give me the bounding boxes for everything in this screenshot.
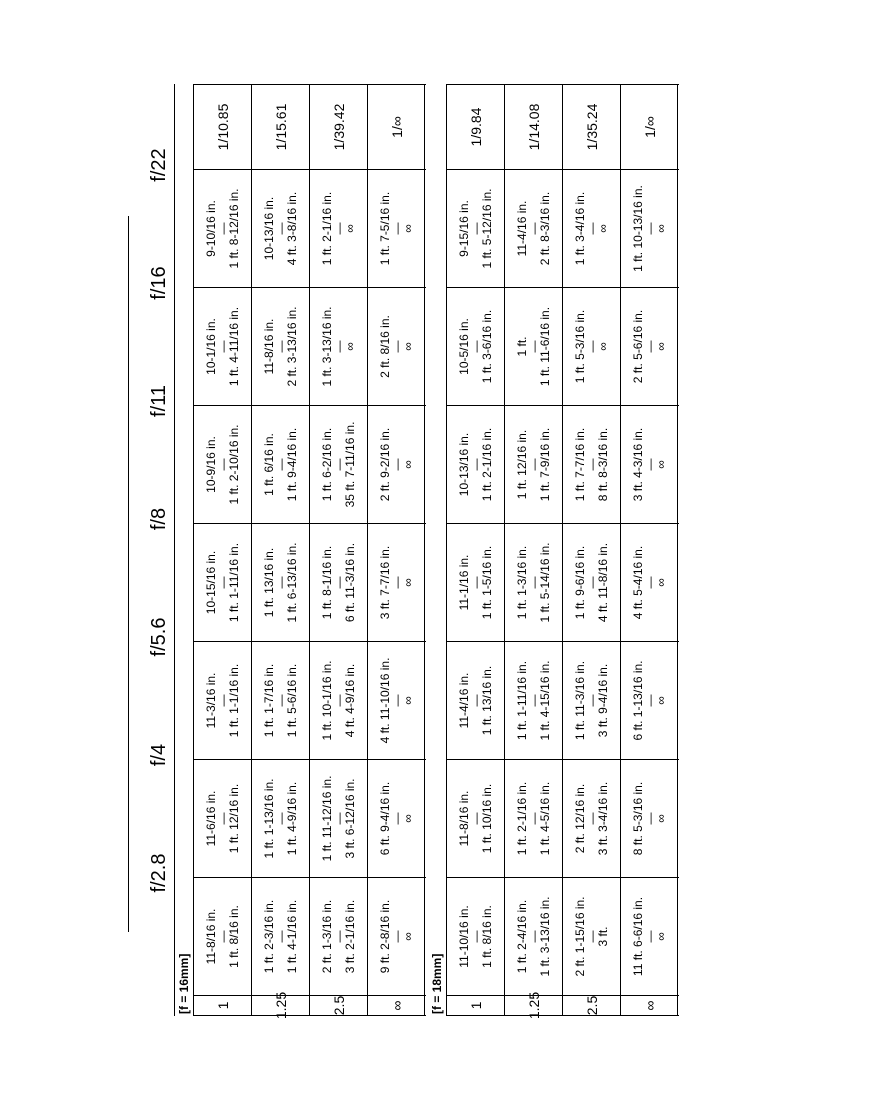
near-limit: 11-4/16 in. — [457, 672, 471, 729]
range-dash: — — [527, 458, 541, 471]
near-limit: 1 ft. 8-1/16 in. — [320, 545, 334, 620]
near-limit: 1 ft. 11-3/16 in. — [573, 660, 587, 741]
hyperfocal-cell: 1/10.85 — [194, 84, 252, 170]
range-dash: — — [585, 222, 599, 235]
near-limit: 9 ft. 2-8/16 in. — [378, 899, 392, 974]
dof-range-cell — [447, 878, 505, 996]
far-limit: 1 ft. 11-6/16 in. — [538, 306, 552, 387]
far-limit: 4 ft. 11-8/16 in. — [596, 542, 610, 623]
dof-range-cell — [310, 288, 368, 406]
range-dash: — — [469, 340, 483, 353]
section-label: [f = 16mm] — [177, 953, 191, 1014]
near-limit: 1 ft. 10-1/16 in. — [320, 660, 334, 741]
far-limit: ∞ — [654, 814, 668, 823]
dof-range-cell — [447, 170, 505, 288]
near-limit: 10-15/16 in. — [204, 550, 218, 615]
far-limit: 1 ft. 8/16 in. — [227, 905, 241, 968]
far-limit: ∞ — [654, 224, 668, 233]
range-dash: — — [274, 576, 288, 589]
range-dash: — — [216, 222, 230, 235]
table-row — [193, 84, 251, 1016]
near-limit: 2 ft. 1-3/16 in. — [320, 899, 334, 974]
far-limit: 3 ft. 3-4/16 in. — [596, 781, 610, 856]
range-dash: — — [390, 458, 404, 471]
range-dash: — — [643, 694, 657, 707]
far-limit: 1 ft. 6-13/16 in. — [285, 542, 299, 623]
far-limit: 1 ft. 7-9/16 in. — [538, 427, 552, 502]
range-dash: — — [274, 694, 288, 707]
dof-range-cell — [621, 406, 679, 524]
near-limit: 2 ft. 9-2/16 in. — [378, 427, 392, 502]
near-limit: 11-4/16 in. — [515, 200, 529, 257]
dof-range-cell — [563, 288, 621, 406]
dof-range-cell — [505, 406, 563, 524]
near-limit: 11-3/16 in. — [204, 672, 218, 729]
far-limit: 8 ft. 8-3/16 in. — [596, 427, 610, 502]
near-limit: 10-9/16 in. — [204, 436, 218, 493]
dof-range-cell — [310, 642, 368, 760]
range-dash: — — [332, 930, 346, 943]
dof-range-cell — [252, 524, 310, 642]
range-dash: — — [527, 694, 541, 707]
dof-range-cell — [310, 760, 368, 878]
near-limit: 11-1/16 in. — [457, 554, 471, 611]
far-limit: 2 ft. 3-13/16 in. — [285, 306, 299, 387]
dof-range-cell — [252, 878, 310, 996]
header-aperture-f8: f/8 — [148, 507, 170, 531]
far-limit: 1 ft. 13/16 in. — [480, 665, 494, 736]
focus-distance: 1 — [194, 996, 252, 1016]
hyperfocal-cell: 1/9.84 — [447, 84, 505, 170]
depth-of-field-table — [128, 84, 668, 1020]
header-aperture-f16: f/16 — [148, 266, 170, 300]
table-row — [562, 84, 620, 1016]
range-dash: — — [585, 340, 599, 353]
far-limit: 3 ft. 9-4/16 in. — [596, 663, 610, 738]
range-dash: — — [527, 930, 541, 943]
dof-range-cell — [621, 642, 679, 760]
far-limit: ∞ — [401, 460, 415, 469]
far-limit: 1 ft. 8-12/16 in. — [227, 188, 241, 269]
far-limit: ∞ — [654, 696, 668, 705]
range-dash: — — [643, 576, 657, 589]
far-limit: ∞ — [401, 696, 415, 705]
dof-range-cell — [563, 524, 621, 642]
far-limit: 1 ft. 4-1/16 in. — [285, 899, 299, 974]
far-limit: 1 ft. 4-15/16 in. — [538, 660, 552, 741]
hyperfocal-cell: 1/39.42 — [310, 84, 368, 170]
near-limit: 10-13/16 in. — [457, 432, 471, 497]
range-dash: — — [585, 458, 599, 471]
far-limit: ∞ — [401, 342, 415, 351]
far-limit: 1 ft. 12/16 in. — [227, 783, 241, 854]
lens-section — [428, 84, 678, 1020]
near-limit: 10-1/16 in. — [204, 318, 218, 375]
range-dash: — — [274, 458, 288, 471]
near-limit: 1 ft. 7-5/16 in. — [378, 191, 392, 266]
far-limit: 1 ft. 4-5/16 in. — [538, 781, 552, 856]
near-limit: 1 ft. 10-13/16 in. — [631, 185, 645, 272]
range-dash: — — [332, 812, 346, 825]
table-row — [251, 84, 309, 1020]
range-dash: — — [585, 812, 599, 825]
range-dash: — — [390, 222, 404, 235]
near-limit: 1 ft. — [515, 336, 529, 357]
range-dash: — — [390, 340, 404, 353]
range-dash: — — [390, 694, 404, 707]
aperture-header-row — [128, 84, 173, 1016]
range-dash: — — [216, 812, 230, 825]
range-dash: — — [469, 694, 483, 707]
range-dash: — — [585, 694, 599, 707]
near-limit: 10-5/16 in. — [457, 318, 471, 375]
table-row — [309, 84, 367, 1016]
near-limit: 1 ft. 2-3/16 in. — [262, 899, 276, 974]
range-dash: — — [585, 930, 599, 943]
near-limit: 3 ft. 7-7/16 in. — [378, 545, 392, 620]
range-dash: — — [469, 812, 483, 825]
header-aperture-f11: f/11 — [148, 385, 170, 417]
dof-range-cell — [194, 288, 252, 406]
far-limit: 1 ft. 2-10/16 in. — [227, 424, 241, 505]
far-limit: 1 ft. 2-1/16 in. — [480, 427, 494, 502]
near-limit: 11-8/16 in. — [262, 318, 276, 375]
dof-range-cell — [310, 878, 368, 996]
dof-range-cell — [505, 524, 563, 642]
range-dash: — — [469, 930, 483, 943]
hyperfocal-cell: 1/∞ — [621, 84, 679, 170]
far-limit: 1 ft. 1-5/16 in. — [480, 545, 494, 620]
dof-range-cell — [447, 642, 505, 760]
far-limit: 1 ft. 4-9/16 in. — [285, 781, 299, 856]
dof-range-cell — [194, 642, 252, 760]
dof-range-cell — [563, 170, 621, 288]
near-limit: 11-6/16 in. — [204, 790, 218, 847]
near-limit: 1 ft. 1-3/16 in. — [515, 545, 529, 620]
dof-range-cell — [194, 760, 252, 878]
near-limit: 6 ft. 9-4/16 in. — [378, 781, 392, 856]
range-dash: — — [527, 340, 541, 353]
far-limit: 1 ft. 1-1/16 in. — [227, 663, 241, 738]
dof-range-cell — [621, 878, 679, 996]
range-dash: — — [390, 576, 404, 589]
range-dash: — — [527, 812, 541, 825]
near-limit: 1 ft. 2-1/16 in. — [320, 191, 334, 266]
near-limit: 1 ft. 1-11/16 in. — [515, 660, 529, 741]
range-dash: — — [216, 340, 230, 353]
far-limit: 1 ft. 8/16 in. — [480, 905, 494, 968]
dof-range-cell — [368, 760, 426, 878]
focus-distance: 1 — [447, 996, 505, 1016]
dof-range-cell — [368, 524, 426, 642]
far-limit: 3 ft. 6-12/16 in. — [343, 778, 357, 859]
far-limit: 1 ft. 9-4/16 in. — [285, 427, 299, 502]
near-limit: 1 ft. 6-2/16 in. — [320, 427, 334, 502]
focus-distance: 2.5 — [563, 996, 621, 1016]
dof-range-cell — [621, 524, 679, 642]
far-limit: ∞ — [596, 342, 610, 351]
dof-range-cell — [194, 170, 252, 288]
dof-range-cell — [310, 170, 368, 288]
range-dash: — — [274, 930, 288, 943]
dof-range-cell — [505, 878, 563, 996]
dof-range-cell — [310, 406, 368, 524]
far-limit: ∞ — [343, 224, 357, 233]
range-dash: — — [332, 458, 346, 471]
near-limit: 1 ft. 3-13/16 in. — [320, 306, 334, 387]
range-dash: — — [390, 930, 404, 943]
far-limit: 2 ft. 8-3/16 in. — [538, 191, 552, 266]
dof-range-cell — [621, 288, 679, 406]
focus-distance: ∞ — [368, 996, 426, 1016]
far-limit: 1 ft. 10/16 in. — [480, 783, 494, 854]
near-limit: 1 ft. 5-3/16 in. — [573, 309, 587, 384]
dof-range-cell — [505, 288, 563, 406]
dof-range-cell — [563, 760, 621, 878]
dof-range-cell — [252, 760, 310, 878]
range-dash: — — [216, 576, 230, 589]
far-limit: ∞ — [343, 342, 357, 351]
range-dash: — — [585, 576, 599, 589]
dof-range-cell — [563, 642, 621, 760]
lens-section — [175, 84, 425, 1020]
far-limit: ∞ — [654, 342, 668, 351]
far-limit: 4 ft. 4-9/16 in. — [343, 663, 357, 738]
far-limit: 1 ft. 3-6/16 in. — [480, 309, 494, 384]
near-limit: 1 ft. 1-13/16 in. — [262, 778, 276, 859]
header-aperture-f5-6: f/5.6 — [148, 617, 170, 657]
section-label: [f = 18mm] — [430, 953, 444, 1014]
dof-range-cell — [368, 288, 426, 406]
dof-range-cell — [563, 406, 621, 524]
range-dash: — — [643, 340, 657, 353]
range-dash: — — [274, 340, 288, 353]
near-limit: 2 ft. 5-6/16 in. — [631, 309, 645, 384]
far-limit: ∞ — [654, 578, 668, 587]
dof-range-cell — [252, 406, 310, 524]
dof-range-cell — [621, 170, 679, 288]
far-limit: 1 ft. 5-6/16 in. — [285, 663, 299, 738]
table-row — [446, 84, 504, 1016]
focus-distance: ∞ — [621, 996, 679, 1016]
far-limit: ∞ — [401, 224, 415, 233]
dof-range-cell — [252, 170, 310, 288]
far-limit: 35 ft. 7-11/16 in. — [343, 421, 357, 508]
near-limit: 1 ft. 13/16 in. — [262, 547, 276, 618]
far-limit: ∞ — [401, 932, 415, 941]
range-dash: — — [216, 694, 230, 707]
dof-range-cell — [447, 406, 505, 524]
dof-range-cell — [505, 760, 563, 878]
dof-range-cell — [368, 878, 426, 996]
dof-range-cell — [505, 642, 563, 760]
far-limit: 1 ft. 4-11/16 in. — [227, 306, 241, 387]
far-limit: 1 ft. 3-13/16 in. — [538, 896, 552, 977]
dof-range-cell — [447, 288, 505, 406]
range-dash: — — [216, 930, 230, 943]
dof-range-cell — [505, 170, 563, 288]
header-aperture-f2-8: f/2.8 — [148, 853, 170, 893]
table-row — [504, 84, 562, 1020]
far-limit: 1 ft. 1-11/16 in. — [227, 542, 241, 623]
dof-range-cell — [310, 524, 368, 642]
near-limit: 8 ft. 5-3/16 in. — [631, 781, 645, 856]
header-aperture-f4: f/4 — [148, 743, 170, 767]
range-dash: — — [643, 930, 657, 943]
far-limit: 6 ft. 11-3/16 in. — [343, 542, 357, 623]
range-dash: — — [274, 812, 288, 825]
near-limit: 1 ft. 3-4/16 in. — [573, 191, 587, 266]
range-dash: — — [216, 458, 230, 471]
near-limit: 11-10/16 in. — [457, 905, 471, 968]
near-limit: 1 ft. 11-12/16 in. — [320, 775, 334, 862]
focus-distance: 1.25 — [505, 996, 563, 1016]
near-limit: 11 ft. 6-6/16 in. — [631, 896, 645, 977]
dof-range-cell — [368, 170, 426, 288]
near-limit: 1 ft. 1-7/16 in. — [262, 663, 276, 738]
far-limit: 3 ft. — [596, 926, 610, 947]
range-dash: — — [469, 222, 483, 235]
near-limit: 1 ft. 2-4/16 in. — [515, 899, 529, 974]
range-dash: — — [390, 812, 404, 825]
far-limit: 1 ft. 5-14/16 in. — [538, 542, 552, 623]
range-dash: — — [527, 576, 541, 589]
near-limit: 1 ft. 7-7/16 in. — [573, 427, 587, 502]
near-limit: 11-8/16 in. — [457, 790, 471, 847]
near-limit: 1 ft. 12/16 in. — [515, 429, 529, 500]
range-dash: — — [643, 458, 657, 471]
near-limit: 4 ft. 11-10/16 in. — [378, 657, 392, 744]
table-row — [367, 84, 425, 1016]
range-dash: — — [332, 340, 346, 353]
dof-range-cell — [368, 406, 426, 524]
hyperfocal-cell: 1/15.61 — [252, 84, 310, 170]
far-limit: ∞ — [654, 932, 668, 941]
range-dash: — — [469, 576, 483, 589]
near-limit: 6 ft. 1-13/16 in. — [631, 660, 645, 741]
range-dash: — — [643, 812, 657, 825]
near-limit: 9-15/16 in. — [457, 200, 471, 257]
near-limit: 1 ft. 2-1/16 in. — [515, 781, 529, 856]
range-dash: — — [527, 222, 541, 235]
far-limit: 1 ft. 5-12/16 in. — [480, 188, 494, 269]
dof-range-cell — [447, 760, 505, 878]
dof-range-cell — [563, 878, 621, 996]
far-limit: ∞ — [401, 814, 415, 823]
range-dash: — — [332, 576, 346, 589]
near-limit: 2 ft. 8/16 in. — [378, 315, 392, 378]
far-limit: 3 ft. 2-1/16 in. — [343, 899, 357, 974]
near-limit: 3 ft. 4-3/16 in. — [631, 427, 645, 502]
dof-range-cell — [252, 642, 310, 760]
range-dash: — — [469, 458, 483, 471]
far-limit: ∞ — [596, 224, 610, 233]
far-limit: 4 ft. 3-8/16 in. — [285, 191, 299, 266]
hyperfocal-cell: 1/14.08 — [505, 84, 563, 170]
dof-range-cell — [194, 406, 252, 524]
far-limit: ∞ — [654, 460, 668, 469]
near-limit: 2 ft. 12/16 in. — [573, 783, 587, 854]
dof-range-cell — [252, 288, 310, 406]
header-aperture-f22: f/22 — [148, 148, 170, 182]
near-limit: 9-10/16 in. — [204, 200, 218, 257]
focus-distance: 1.25 — [252, 996, 310, 1016]
dof-range-cell — [368, 642, 426, 760]
far-limit: ∞ — [401, 578, 415, 587]
table-row — [620, 84, 678, 1016]
near-limit: 11-8/16 in. — [204, 908, 218, 965]
near-limit: 1 ft. 9-6/16 in. — [573, 545, 587, 620]
range-dash: — — [332, 694, 346, 707]
range-dash: — — [332, 222, 346, 235]
near-limit: 1 ft. 6/16 in. — [262, 433, 276, 496]
near-limit: 4 ft. 5-4/16 in. — [631, 545, 645, 620]
hyperfocal-cell: 1/∞ — [368, 84, 426, 170]
near-limit: 2 ft. 1-15/16 in. — [573, 896, 587, 977]
dof-range-cell — [194, 878, 252, 996]
hyperfocal-cell: 1/35.24 — [563, 84, 621, 170]
near-limit: 10-13/16 in. — [262, 196, 276, 261]
dof-range-cell — [194, 524, 252, 642]
dof-range-cell — [447, 524, 505, 642]
dof-range-cell — [621, 760, 679, 878]
focus-distance: 2.5 — [310, 996, 368, 1016]
range-dash: — — [274, 222, 288, 235]
range-dash: — — [643, 222, 657, 235]
